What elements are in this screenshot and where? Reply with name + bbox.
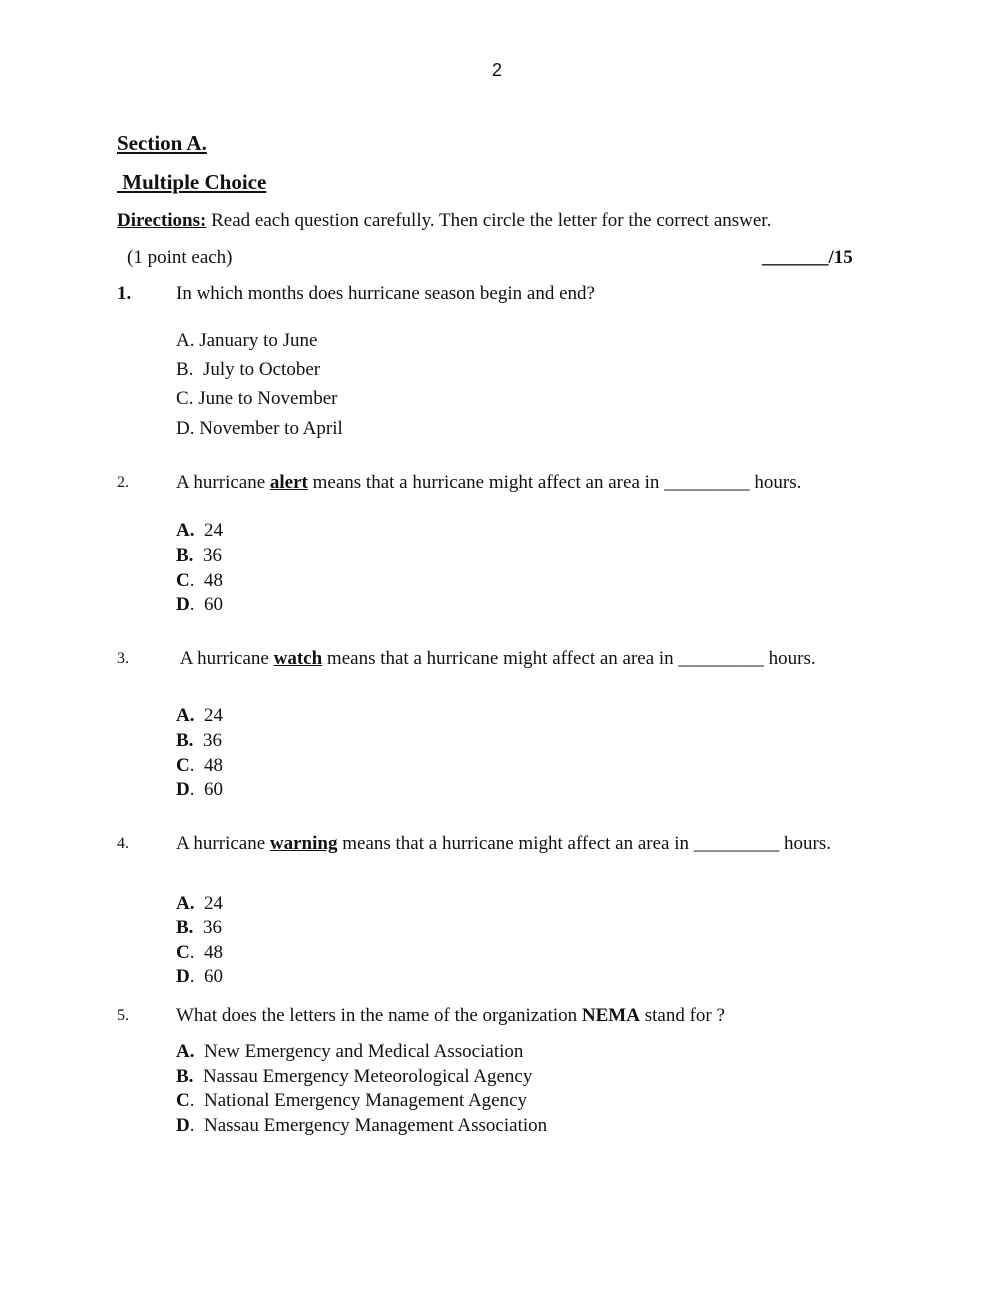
keyword-warning: warning — [269, 833, 338, 854]
option-2c[interactable]: C. 48 — [176, 570, 223, 591]
question-text-3: A hurricane watch means that a hurricane might affect an area in _________ hours. — [176, 648, 816, 669]
question-text-5: What does the letters in the name of the organization NEMA stand for ? — [176, 1005, 725, 1026]
option-2a[interactable]: A. 24 — [176, 520, 223, 541]
option-5a[interactable]: A. New Emergency and Medical Association — [176, 1041, 524, 1062]
keyword-alert: alert — [269, 472, 308, 493]
option-2b[interactable]: B. 36 — [176, 545, 222, 566]
page-number: 2 — [492, 60, 503, 80]
directions-label: Directions: — [117, 210, 207, 231]
option-3c[interactable]: C. 48 — [176, 755, 223, 776]
option-5c[interactable]: C. National Emergency Management Agency — [176, 1090, 528, 1111]
question-text-1: In which months does hurricane season begin and end? — [176, 283, 595, 304]
option-1c[interactable]: C. June to November — [176, 388, 338, 409]
option-5d[interactable]: D. Nassau Emergency Management Association — [176, 1115, 548, 1136]
keyword-nema: NEMA — [581, 1005, 640, 1026]
subtitle: Multiple Choice — [117, 170, 267, 194]
question-text-2: A hurricane alert means that a hurricane might affect an area in _________ hours. — [176, 472, 802, 493]
question-text-4: A hurricane warning means that a hurricane might affect an area in _________ hours. — [176, 833, 831, 854]
option-5b[interactable]: B. Nassau Emergency Meteorological Agency — [176, 1066, 533, 1087]
option-1a[interactable]: A. January to June — [176, 330, 318, 351]
option-2d[interactable]: D. 60 — [176, 594, 223, 615]
question-number-1: 1. — [117, 283, 132, 304]
option-4c[interactable]: C. 48 — [176, 942, 223, 963]
directions — [117, 210, 771, 232]
option-1b[interactable]: B. July to October — [176, 359, 321, 380]
option-4a[interactable]: A. 24 — [176, 893, 223, 914]
option-3a[interactable]: A. 24 — [176, 705, 223, 726]
question-number-5: 5. — [117, 1007, 129, 1024]
directions-text: Read each question carefully. Then circle the letter for the correct answer. — [206, 210, 772, 231]
section-title: Section A. — [117, 131, 207, 155]
option-4d[interactable]: D. 60 — [176, 966, 223, 987]
option-3d[interactable]: D. 60 — [176, 779, 223, 800]
option-1d[interactable]: D. November to April — [176, 418, 343, 439]
question-number-3: 3. — [117, 650, 129, 667]
question-number-4: 4. — [117, 835, 129, 852]
option-4b[interactable]: B. 36 — [176, 917, 222, 938]
points-note: (1 point each) — [127, 247, 233, 268]
score-blank: _______/15 — [762, 247, 853, 268]
question-number-2: 2. — [117, 474, 129, 491]
option-3b[interactable]: B. 36 — [176, 730, 222, 751]
keyword-watch: watch — [273, 648, 323, 669]
